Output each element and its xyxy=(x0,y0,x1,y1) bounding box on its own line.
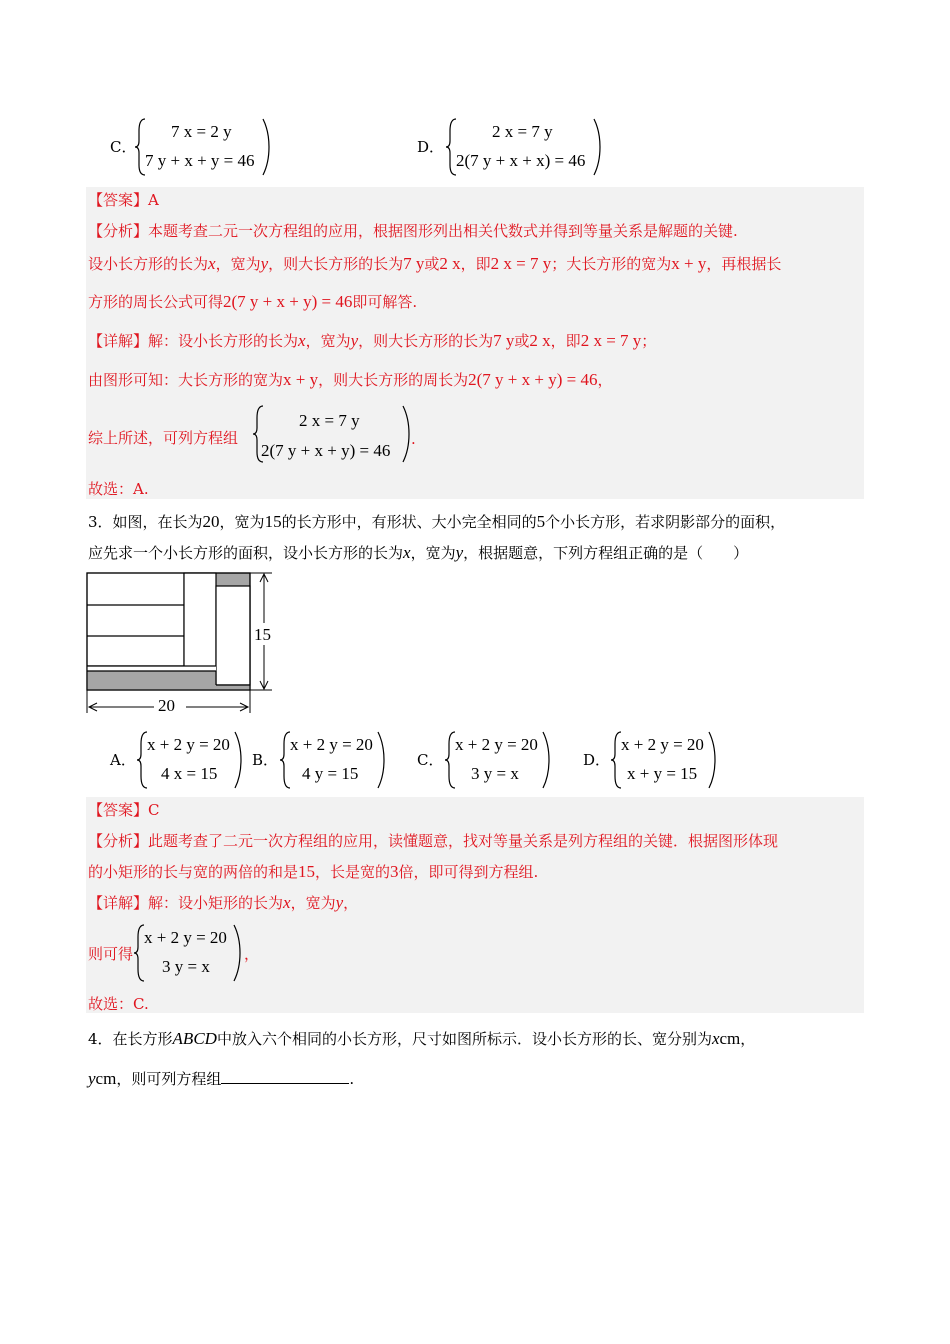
q3-detail-eq2: 3 y = x xyxy=(162,957,210,976)
q2-detail-line3: 综上所述，可列方程组 xyxy=(88,429,239,447)
q3-rectangle-figure xyxy=(84,568,284,718)
q3-conclusion: 故选：C. xyxy=(88,995,149,1013)
q2-analysis-line3 xyxy=(88,292,417,312)
q3-detail-tag: 【详解】 xyxy=(88,894,149,912)
q3-option-c-eq1: x + 2 y = 20 xyxy=(455,735,538,754)
text: 的小矩形的长与宽的两倍的和是 xyxy=(88,863,299,881)
var-x: x xyxy=(403,543,411,562)
unit-cm: cm xyxy=(95,1069,117,1088)
text: . xyxy=(349,1070,355,1088)
text: ，即 xyxy=(460,255,491,273)
q3-detail-line2: 则可得 xyxy=(88,945,134,963)
text: ； xyxy=(641,332,657,350)
q3-option-d-system xyxy=(611,729,721,791)
num-15: 15 xyxy=(264,512,282,531)
q4-stem-line2 xyxy=(88,1067,354,1089)
text: ，宽为 xyxy=(219,513,265,531)
var-x: x xyxy=(711,1029,720,1048)
text: ，则可列方程组 xyxy=(116,1070,222,1088)
q2-analysis-text: 本题考查二元一次方程组的应用，根据图形列出相关代数式并得到等量关系是解题的关键. xyxy=(148,222,738,240)
text: ， xyxy=(740,1030,756,1048)
unit-cm: cm xyxy=(719,1029,741,1048)
q2-option-c-system xyxy=(135,115,275,179)
text: 解：设小长方形的长为 xyxy=(148,332,299,350)
var-x: x xyxy=(208,254,216,273)
q3-option-a-eq2: 4 x = 15 xyxy=(161,764,218,783)
eq-2x-7y: 2 x = 7 y xyxy=(490,254,552,273)
text: ， xyxy=(343,894,359,912)
text: 设小长方形的长为 xyxy=(88,255,209,273)
q2-option-c-eq2: 7 y + x + y = 46 xyxy=(145,151,255,170)
q3-option-a-label: A． xyxy=(110,751,136,769)
q2-detail-tag: 【详解】 xyxy=(88,332,149,350)
gap-fill xyxy=(87,666,216,671)
text: 方形的周长公式可得 xyxy=(88,293,224,311)
text: ，再根据长 xyxy=(706,255,782,273)
q2-detail-eq1: 2 x = 7 y xyxy=(299,411,360,430)
num-20: 20 xyxy=(202,512,220,531)
var-y: y xyxy=(350,331,359,350)
q2-detail-eq2: 2(7 y + x + y) = 46 xyxy=(261,441,391,460)
shaded-top-right xyxy=(216,573,250,586)
text: ，根据题意，下列方程组正确的是（ ） xyxy=(463,544,749,562)
text: ，则大长方形的长为 xyxy=(358,332,494,350)
q2-option-d-label: D． xyxy=(417,138,445,156)
q3-option-a-eq1: x + 2 y = 20 xyxy=(147,735,230,754)
text: 解：设小矩形的长为 xyxy=(148,894,284,912)
label-20: 20 xyxy=(158,696,175,715)
q3-option-b-eq1: x + 2 y = 20 xyxy=(290,735,373,754)
q3-detail-comma: ， xyxy=(244,945,260,963)
text: 或 xyxy=(514,332,530,350)
vertical-rect-2 xyxy=(216,586,250,685)
q3-option-a-system xyxy=(137,729,247,791)
q2-detail-line1 xyxy=(88,331,656,351)
q3-detail-eq1: x + 2 y = 20 xyxy=(144,928,227,947)
q3-option-b-system xyxy=(280,729,390,791)
q3-analysis-line1 xyxy=(88,831,778,851)
q2-answer-value: A xyxy=(148,191,159,209)
shaded-bottom-right xyxy=(216,685,250,690)
shaded-bottom-left xyxy=(87,671,216,690)
q2-option-d-eq1: 2 x = 7 y xyxy=(492,122,553,141)
var-x: x xyxy=(283,893,291,912)
q2-analysis-line1 xyxy=(88,221,738,241)
q3-option-d-label: D． xyxy=(583,751,611,769)
q2-detail-line2 xyxy=(88,370,612,390)
q3-option-b-label: B． xyxy=(252,751,279,769)
q3-answer xyxy=(88,800,160,820)
text: 由图形可知：大长方形的宽为 xyxy=(88,371,284,389)
num-5: 5 xyxy=(536,512,546,531)
q3-analysis-tag: 【分析】 xyxy=(88,832,149,850)
text: 此题考查了二元一次方程组的应用，读懂题意，找对等量关系是列方程组的关键．根据图形体现 xyxy=(148,832,779,850)
q3-answer-tag: 【答案】 xyxy=(88,801,149,819)
q2-detail-period: . xyxy=(411,430,416,448)
q2-option-c-eq1: 7 x = 2 y xyxy=(171,122,232,141)
q3-analysis-line2 xyxy=(88,862,538,882)
expr-2x: 2 x xyxy=(529,331,551,350)
text: 4．在长方形 xyxy=(88,1030,173,1048)
q2-analysis-line2 xyxy=(88,254,781,274)
q2-conclusion: 故选：A. xyxy=(88,480,149,498)
text: ，则大长方形的长为 xyxy=(268,255,404,273)
eq-perimeter: 2(7 y + x + y) = 46 xyxy=(468,370,598,389)
q2-detail-system xyxy=(253,402,423,466)
q3-detail-line1 xyxy=(88,893,358,913)
num-15: 15 xyxy=(298,862,316,881)
label-15: 15 xyxy=(254,625,271,644)
text: 的长方形中，有形状、大小完全相同的 xyxy=(281,513,537,531)
text: 应先求一个小长方形的面积，设小长方形的长为 xyxy=(88,544,404,562)
text: ，宽为 xyxy=(215,255,261,273)
q2-option-d-system xyxy=(446,115,606,179)
text: 3．如图，在长为 xyxy=(88,513,203,531)
text: 或 xyxy=(424,255,440,273)
eq-perimeter: 2(7 y + x + y) = 46 xyxy=(223,292,353,311)
text: ；大长方形的宽为 xyxy=(551,255,672,273)
q2-option-c-label: C． xyxy=(110,138,137,156)
var-y: y xyxy=(335,893,344,912)
q2-answer xyxy=(88,190,159,210)
expr-7y: 7 y xyxy=(403,254,425,273)
text: ，长是宽的 xyxy=(315,863,391,881)
text: 即可解答. xyxy=(352,293,418,311)
expr-x-plus-y: x + y xyxy=(671,254,707,273)
q3-option-b-eq2: 4 y = 15 xyxy=(302,764,359,783)
var-x: x xyxy=(298,331,306,350)
text: ，宽为 xyxy=(305,332,351,350)
text: ，即 xyxy=(550,332,581,350)
rect-abcd: ABCD xyxy=(172,1029,217,1048)
q3-answer-value: C xyxy=(148,801,160,819)
text: 倍，即可得到方程组. xyxy=(398,863,539,881)
q2-analysis-tag: 【分析】 xyxy=(88,222,149,240)
num-3: 3 xyxy=(390,862,399,881)
text: 个小长方形，若求阴影部分的面积， xyxy=(545,513,786,531)
q3-option-c-label: C． xyxy=(417,751,444,769)
q4-stem-line1 xyxy=(88,1029,755,1049)
q3-option-d-eq2: x + y = 15 xyxy=(627,764,698,783)
var-y: y xyxy=(88,1069,96,1088)
text: ，则大长方形的周长为 xyxy=(318,371,469,389)
expr-2x: 2 x xyxy=(439,254,461,273)
text: ， xyxy=(597,371,613,389)
var-y: y xyxy=(455,543,464,562)
q3-option-c-system xyxy=(445,729,555,791)
q3-detail-system xyxy=(134,922,246,984)
q2-answer-tag: 【答案】 xyxy=(88,191,149,209)
expr-x-plus-y: x + y xyxy=(283,370,319,389)
text: ，宽为 xyxy=(290,894,336,912)
expr-7y: 7 y xyxy=(493,331,515,350)
eq-2x-7y: 2 x = 7 y xyxy=(580,331,642,350)
text: 中放入六个相同的小长方形，尺寸如图所标示．设小长方形的长、宽分别为 xyxy=(216,1030,712,1048)
q2-option-d-eq2: 2(7 y + x + x) = 46 xyxy=(456,151,586,170)
var-y: y xyxy=(260,254,269,273)
q3-option-c-eq2: 3 y = x xyxy=(471,764,519,783)
answer-blank[interactable] xyxy=(221,1067,349,1084)
q3-option-d-eq1: x + 2 y = 20 xyxy=(621,735,704,754)
text: ，宽为 xyxy=(410,544,456,562)
q3-stem-line2 xyxy=(88,543,748,563)
q3-stem-line1 xyxy=(88,512,785,532)
